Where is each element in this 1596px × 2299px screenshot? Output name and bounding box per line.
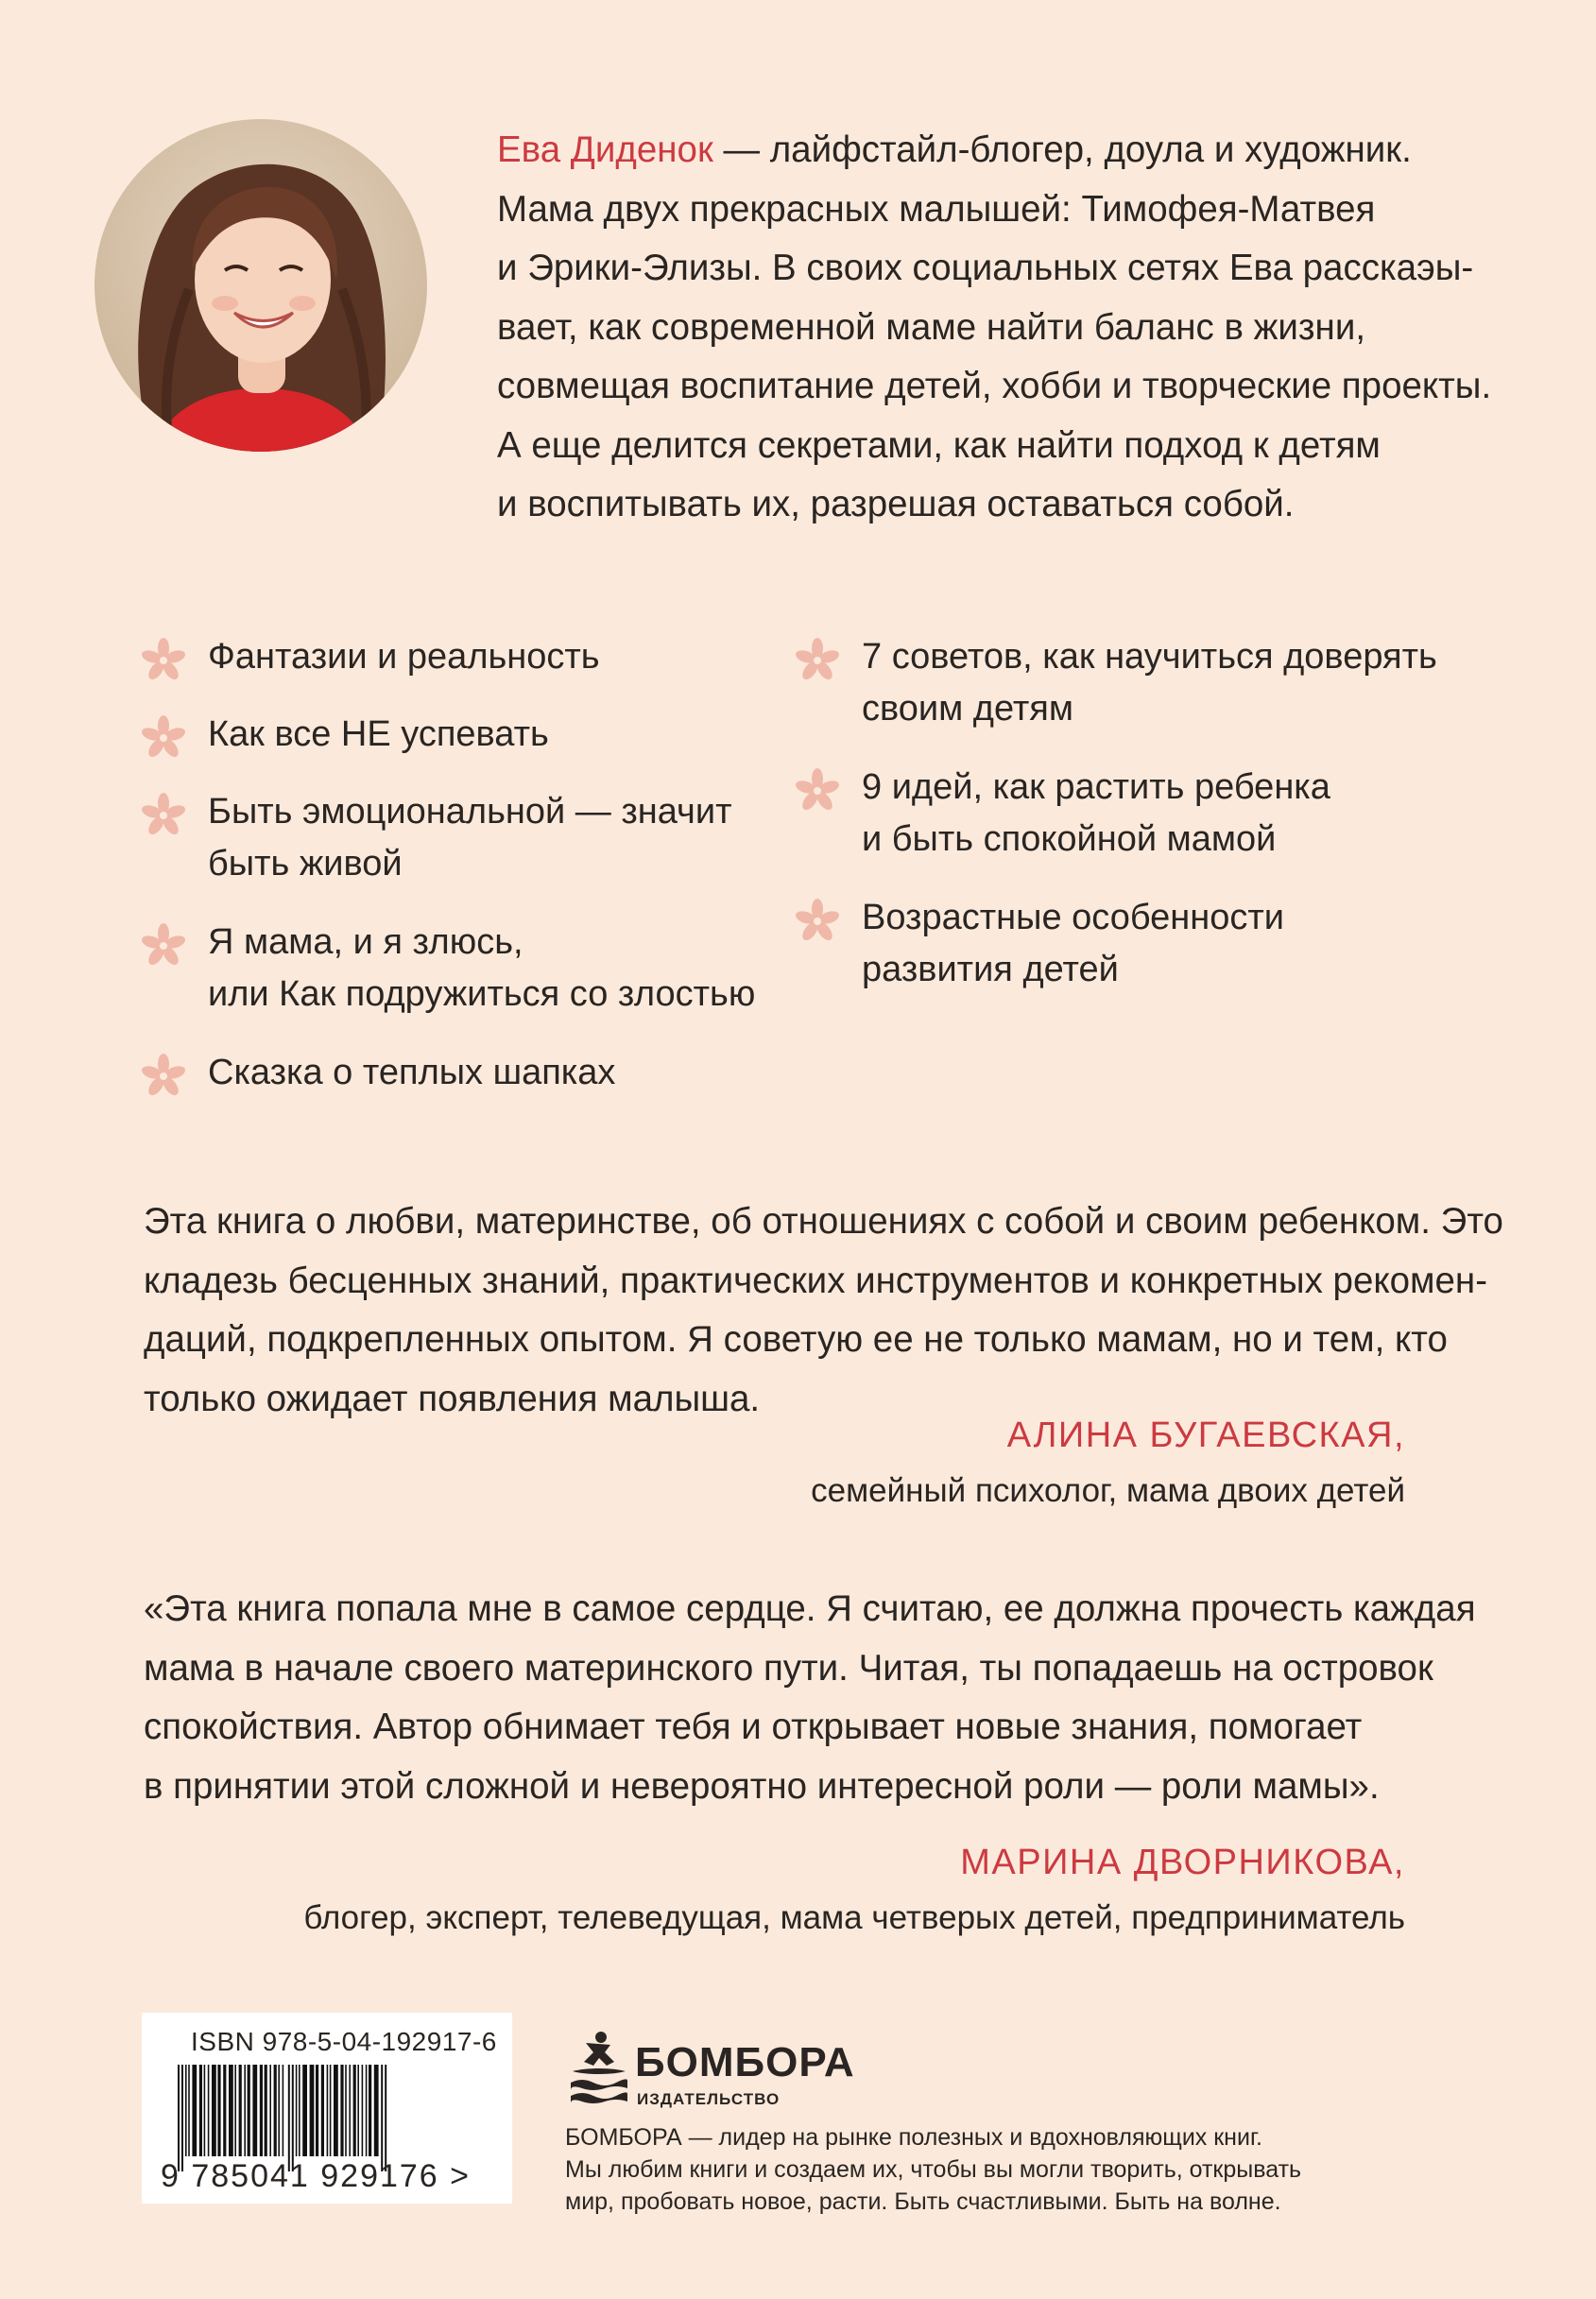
author-name: Ева Диденок (497, 129, 713, 170)
publisher-name: БОМБОРА (635, 2039, 855, 2085)
publisher-description: БОМБОРА — лидер на рынке полезных и вдохновляющих книг. Мы любим книги и создаем их, чтобы вы могли творить, открывать мир, пробовать новое, расти. Быть счастливыми. Быть на волне. (565, 2124, 1302, 2215)
barcode-bar (369, 2065, 371, 2156)
barcode-bar (299, 2065, 300, 2156)
barcode-bar (248, 2065, 250, 2156)
isbn-number: ISBN 978-5-04-192917-6 (191, 2027, 497, 2056)
barcode-bar (269, 2065, 271, 2156)
barcode-bar (188, 2065, 190, 2156)
bullet-item: 7 советов, как научиться доверять своим детям (862, 631, 1437, 735)
bio-line: и Эрики-Элизы. В своих социальных сетях Ева расскаэы- (497, 248, 1474, 288)
barcode-bar (217, 2065, 220, 2156)
bullet-item: Быть эмоциональной — значит быть живой (208, 786, 731, 890)
flower-star-icon (794, 898, 841, 945)
barcode-bar (244, 2065, 246, 2156)
barcode-bar (274, 2065, 277, 2156)
bio-line: А еще делится секретами, как найти подход к детям (497, 424, 1381, 466)
barcode-bar (292, 2065, 294, 2171)
flower-star-icon (140, 792, 187, 839)
barcode-bar (327, 2065, 329, 2156)
barcode-bar (234, 2065, 236, 2156)
barcode-bar (185, 2065, 187, 2156)
barcode-bar (199, 2065, 202, 2156)
barcode-bar (178, 2065, 180, 2171)
barcode-bar (362, 2065, 364, 2156)
flower-star-icon (140, 922, 187, 969)
barcode-bar (349, 2065, 351, 2156)
barcode-bar (296, 2065, 298, 2156)
bullet-item: Возрастные особенности развития детей (862, 892, 1284, 996)
barcode-bar (353, 2065, 356, 2156)
barcode (142, 2013, 512, 2204)
reviewer-role: семейный психолог, мама двоих детей (811, 1472, 1405, 1509)
reviewer-name: МАРИНА ДВОРНИКОВА, (960, 1843, 1405, 1882)
barcode-bar (239, 2065, 242, 2156)
bombora-surfer-logo-icon (567, 2030, 629, 2111)
flower-star-icon (794, 637, 841, 684)
barcode-bar (385, 2065, 386, 2171)
barcode-bar (316, 2065, 318, 2156)
barcode-bar (229, 2065, 233, 2156)
publisher-logo (567, 2030, 855, 2116)
barcode-bar (192, 2065, 197, 2156)
barcode-bar (310, 2065, 315, 2156)
author-bio (497, 121, 1492, 535)
barcode-bar (357, 2065, 359, 2156)
barcode-bar (366, 2065, 368, 2156)
flower-star-icon (140, 1053, 187, 1100)
barcode-bar (288, 2065, 290, 2171)
bio-line: Мама двух прекрасных малышей: Тимофея-Матвея (497, 188, 1376, 230)
barcode-bar (208, 2065, 210, 2156)
bullet-item: Сказка о теплых шапках (208, 1047, 615, 1099)
reviewer-name: АЛИНА БУГАЕВСКАЯ, (1006, 1415, 1405, 1455)
barcode-bar (381, 2065, 383, 2171)
barcode-bar (260, 2065, 263, 2156)
barcode-bar (330, 2065, 332, 2156)
barcode-bar (252, 2065, 257, 2156)
bio-line: Ева Диденок — лайфстайл-блогер, доула и художник. (497, 129, 1412, 170)
barcode-bar (278, 2065, 280, 2156)
publisher-subtitle: ИЗДАТЕЛЬСТВО (637, 2090, 781, 2108)
barcode-digits: 9 785041 929176 > (161, 2158, 472, 2194)
barcode-bar (283, 2065, 284, 2156)
barcode-bar (334, 2065, 338, 2156)
barcode-bar (223, 2065, 226, 2156)
flower-star-icon (140, 637, 187, 684)
review-text: «Эта книга попала мне в самое сердце. Я считаю, ее должна прочесть каждая мама в начале своего материнского пути. Читая, ты попадаешь на островок спокойствия. Автор обнимает тебя и открывает новые знания, помогает в принятии этой сложной и невероятно интересной роли — роли мамы». (144, 1588, 1476, 1807)
bio-line: вает, как современной маме найти баланс в жизни, (497, 306, 1366, 348)
bullet-item: Фантазии и реальность (208, 631, 600, 683)
bullet-item: Я мама, и я злюсь, или Как подружиться со злостью (208, 917, 755, 1021)
barcode-bar (321, 2065, 324, 2156)
bullet-item: 9 идей, как растить ребенка и быть спокойной мамой (862, 762, 1330, 866)
barcode-bar (265, 2065, 267, 2156)
flower-star-icon (794, 767, 841, 815)
barcode-bar (204, 2065, 206, 2156)
bio-line: совмещая воспитание детей, хобби и творческие проекты. (497, 366, 1492, 406)
barcode-bar (181, 2065, 183, 2171)
barcode-bar (340, 2065, 343, 2156)
author-photo (94, 119, 427, 452)
flower-star-icon (140, 714, 187, 762)
reviewer-role: блогер, эксперт, телеведущая, мама четверых детей, предприниматель (303, 1899, 1405, 1936)
review-text: Эта книга о любви, материнстве, об отношениях с собой и своим ребенком. Это кладезь бесценных знаний, практических инструментов и конкретных рекомен- даций, подкрепленных опытом. Я советую ее не только мамам, но и тем, кто только ожидает появления малыша. (144, 1201, 1503, 1419)
barcode-bar (374, 2065, 379, 2156)
barcode-bar (212, 2065, 216, 2156)
bullet-item: Как все НЕ успевать (208, 709, 549, 761)
barcode-bar (302, 2065, 307, 2156)
barcode-bar (345, 2065, 347, 2156)
bio-line: и воспитывать их, разрешая оставаться собой. (497, 484, 1295, 524)
